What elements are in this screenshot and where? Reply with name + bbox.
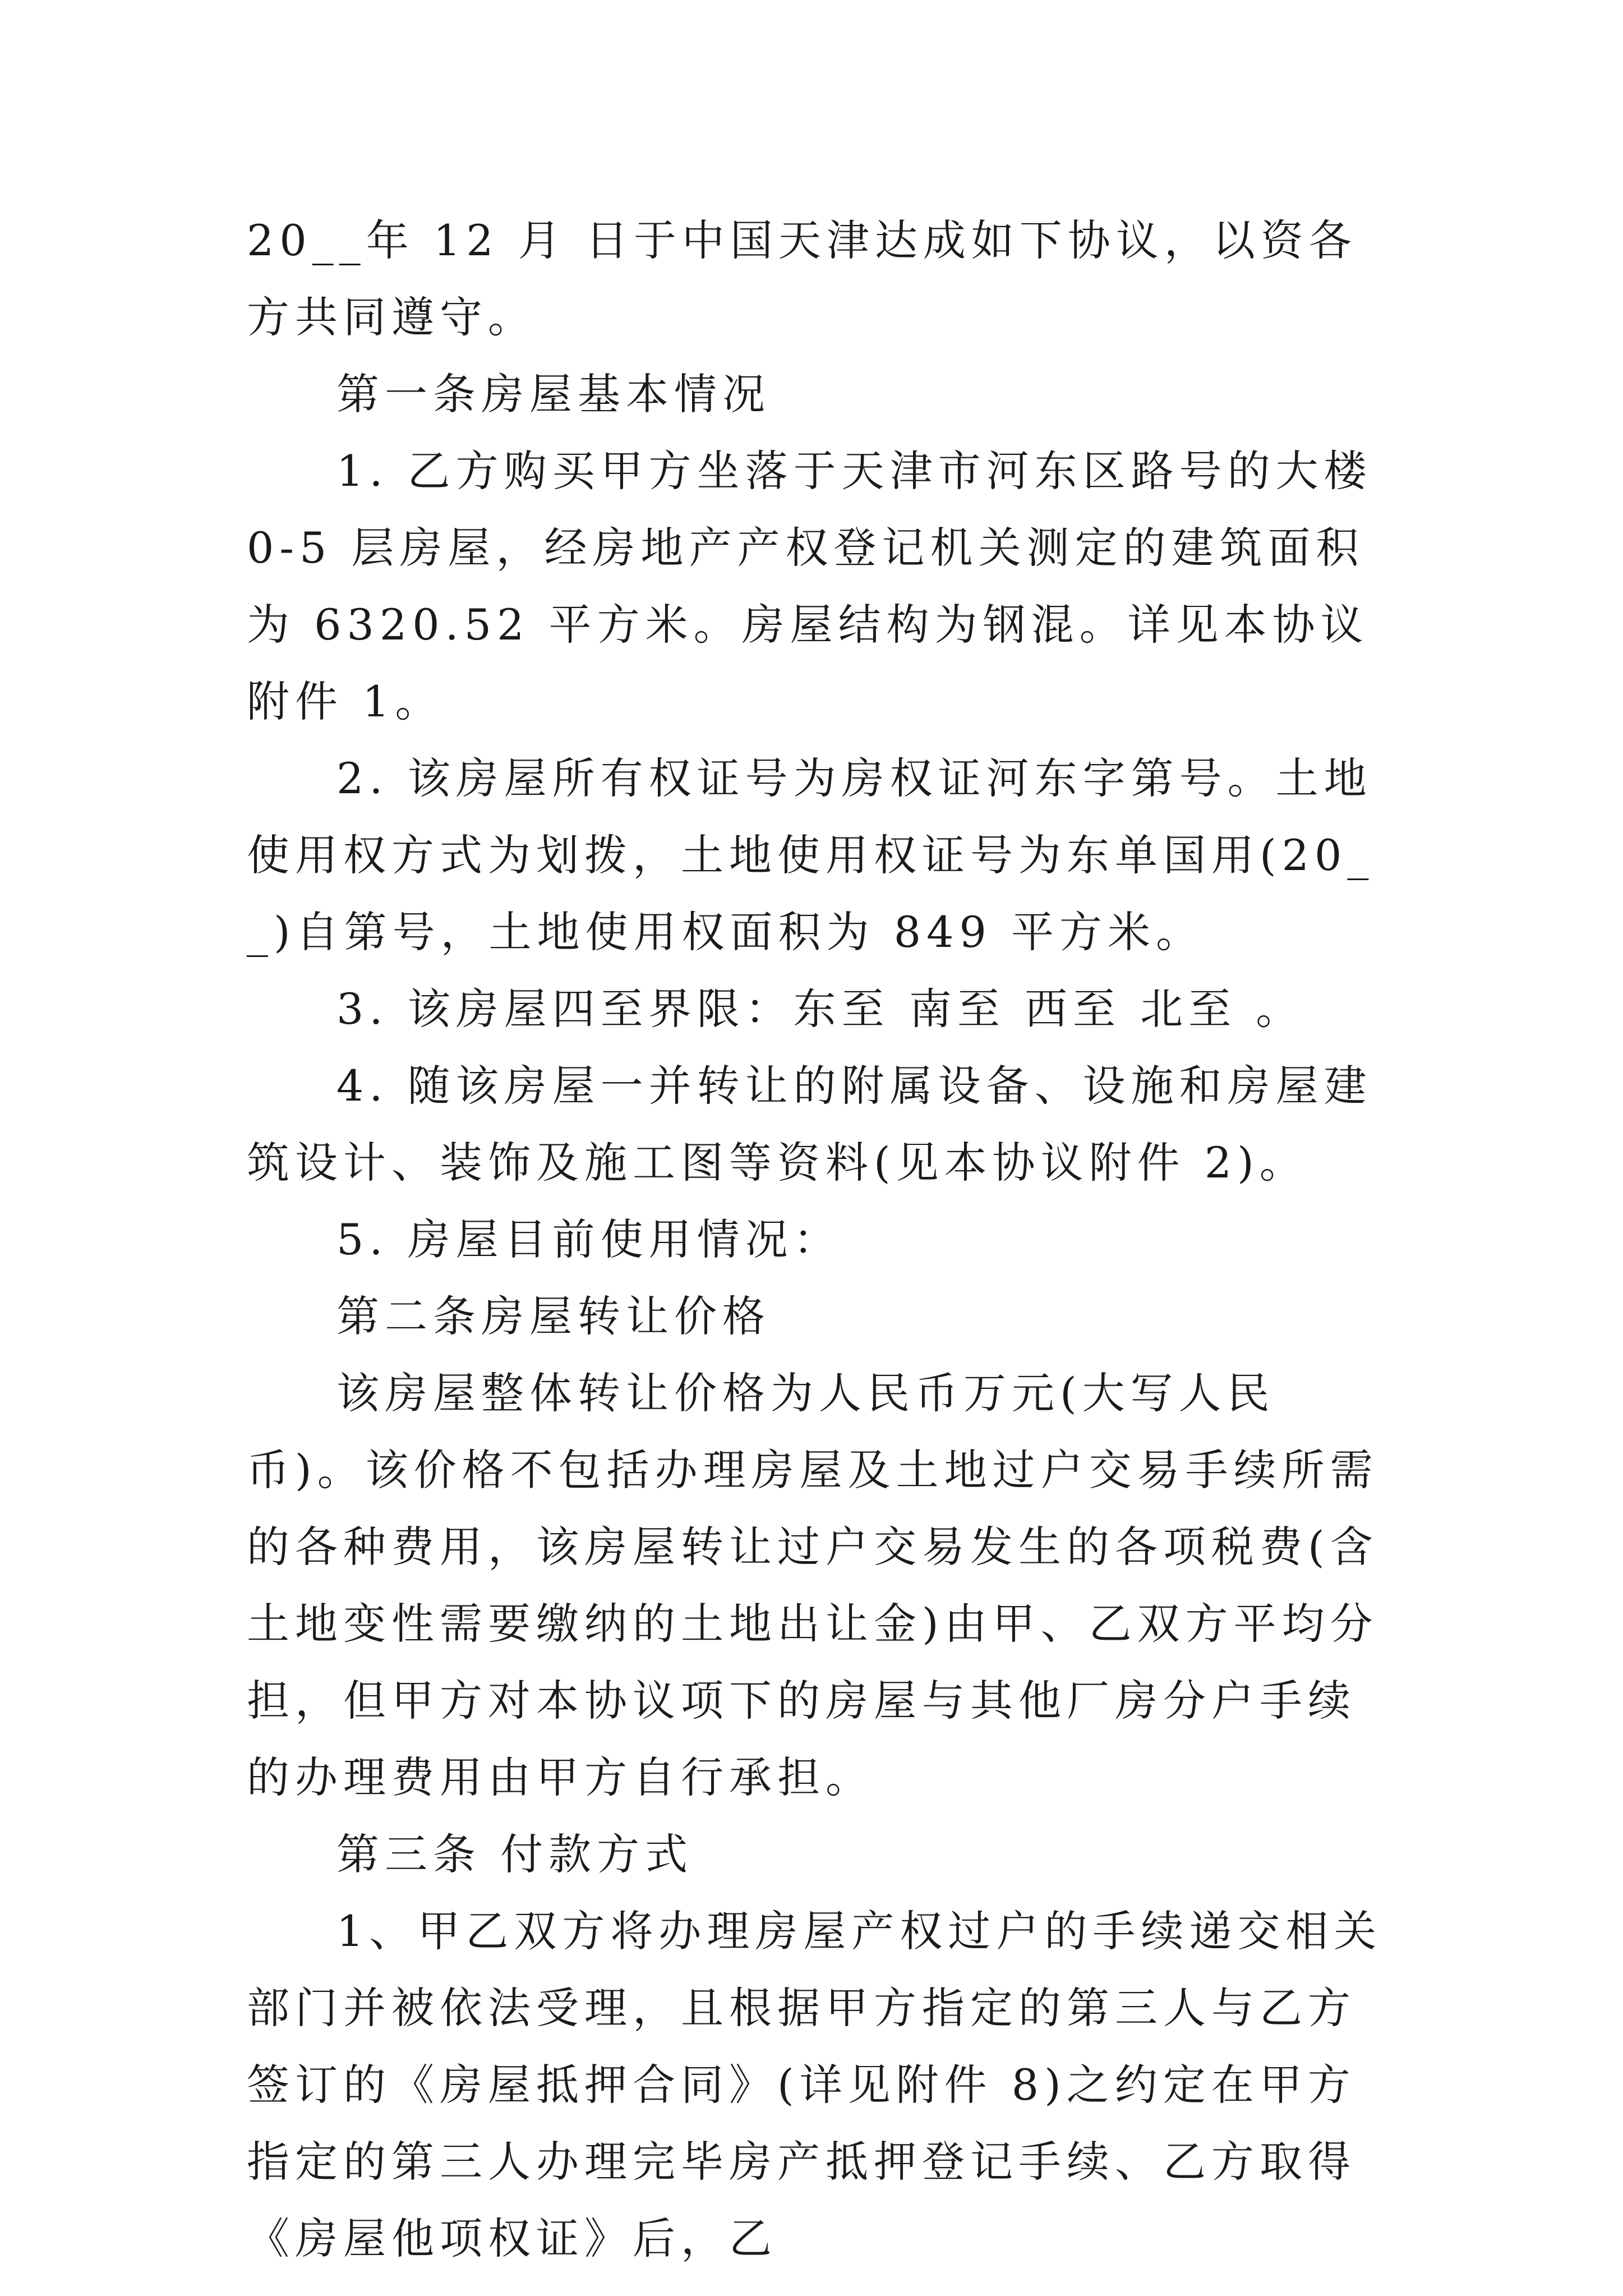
paragraph-article-1-item-3: 3. 该房屋四至界限：东至 南至 西至 北至 。 xyxy=(336,984,1304,1034)
paragraph-article-1-item-5: 5. 房屋目前使用情况： xyxy=(336,1214,842,1264)
paragraph-article-2-price: 该房屋整体转让价格为人民币万元(大写人民币)。该价格不包括办理房屋及土地过户交易手续所需的各种费用，该房屋转让过户交易发生的各项税费(含土地变性需要缴纳的土地出让金)由甲、乙双方平均分担，但甲方对本协议项下的房屋与其他厂房分户手续的办理费用由甲方自行承担。 xyxy=(247,1368,1378,1802)
heading-article-2: 第二条房屋转让价格 xyxy=(336,1291,771,1341)
heading-article-1: 第一条房屋基本情况 xyxy=(336,369,771,419)
paragraph-article-3-item-1: 1、甲乙双方将办理房屋产权过户的手续递交相关部门并被依法受理，且根据甲方指定的第三人与乙方签订的《房屋抵押合同》(详见附件 8)之约定在甲方指定的第三人办理完毕房产抵押登记手续、乙方取得《房屋他项权证》后，乙 xyxy=(247,1906,1382,2263)
paragraph-article-1-item-4: 4. 随该房屋一并转让的附属设备、设施和房屋建筑设计、装饰及施工图等资料(见本协议附件 2)。 xyxy=(247,1061,1372,1188)
document-body xyxy=(247,202,1385,2277)
paragraph-agreement-date: 20__年 12 月 日于中国天津达成如下协议，以资各方共同遵守。 xyxy=(247,215,1357,342)
heading-article-3: 第三条 付款方式 xyxy=(336,1829,694,1879)
paragraph-article-1-item-1: 1. 乙方购买甲方坐落于天津市河东区路号的大楼 0-5 层房屋，经房地产产权登记机关测定的建筑面积为 6320.52 平方米。房屋结构为钢混。详见本协议附件 1。 xyxy=(247,446,1372,726)
paragraph-article-1-item-2: 2. 该房屋所有权证号为房权证河东字第号。土地使用权方式为划拨，土地使用权证号为东单国用(20__)自第号，土地使用权面积为 849 平方米。 xyxy=(247,753,1375,957)
